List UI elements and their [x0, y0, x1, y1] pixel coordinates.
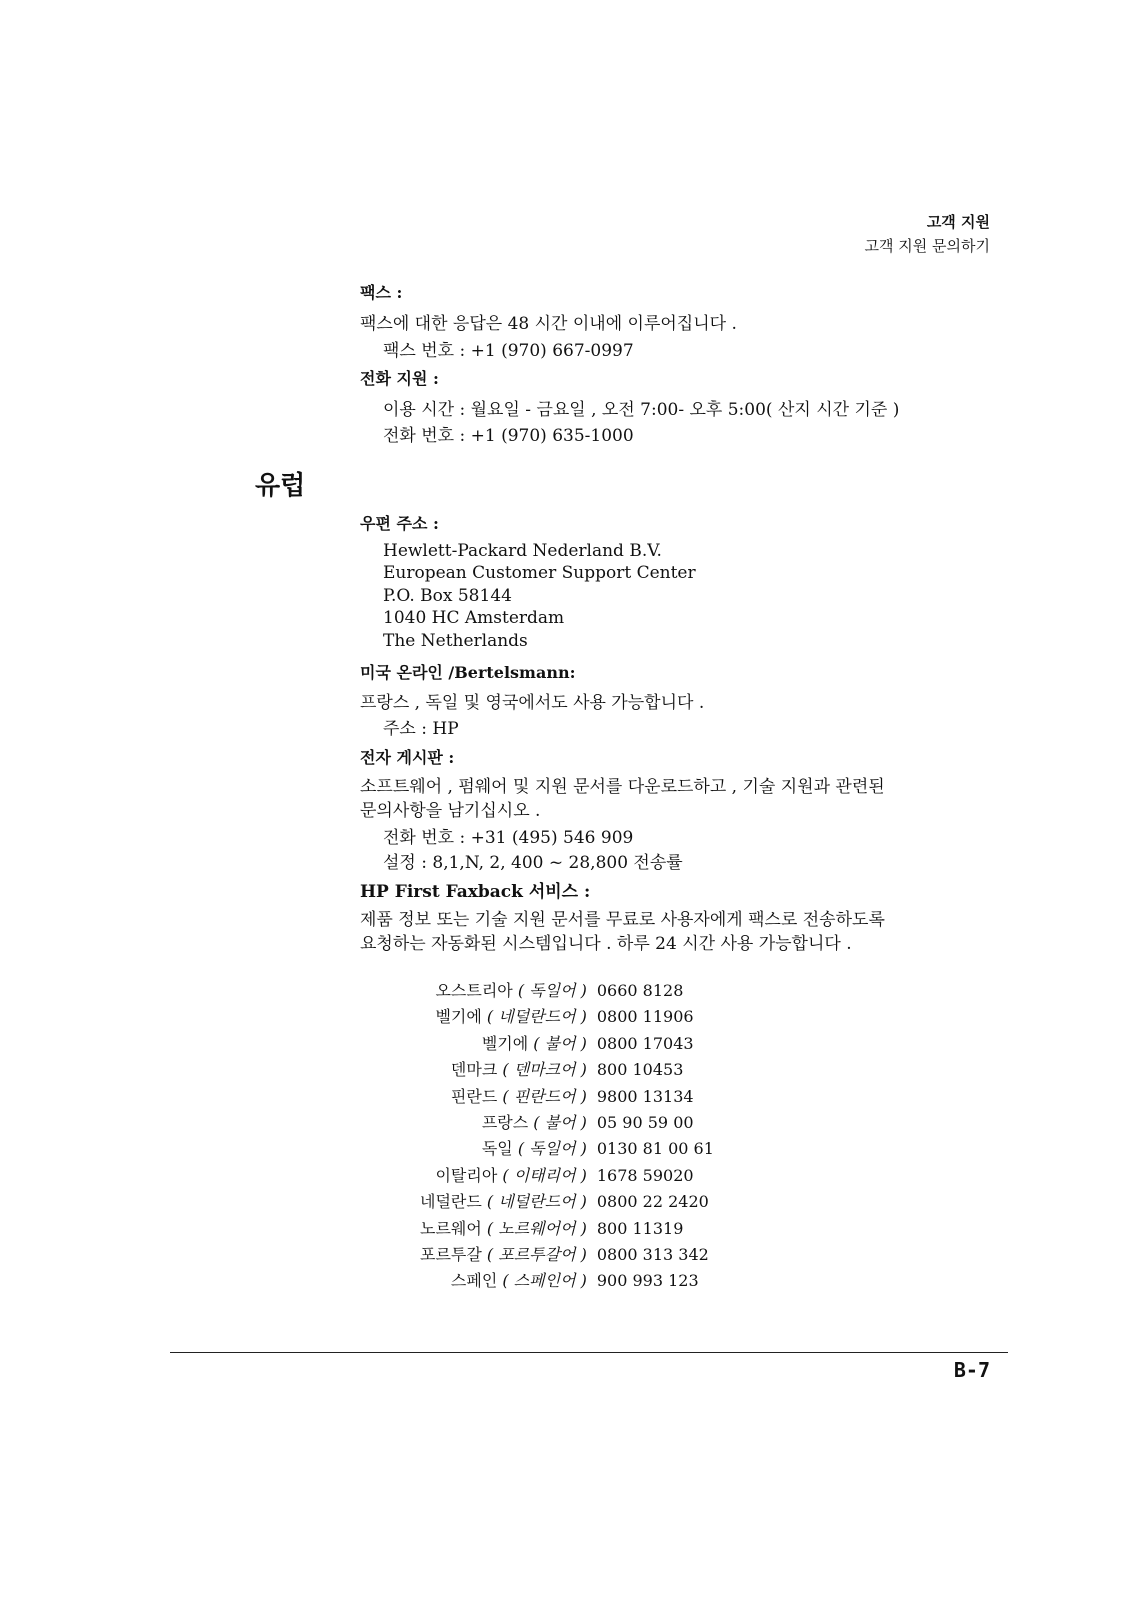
country-cell	[420, 1216, 587, 1242]
country-cell	[420, 1189, 587, 1215]
fax-heading: 팩스 :	[360, 283, 403, 302]
language-name: ( 스페인어 )	[502, 1271, 587, 1291]
fax-number-cell: 1678 59020	[596, 1165, 694, 1185]
country-name: 벨기에	[435, 1007, 482, 1027]
fax-number-cell: 9800 13134	[596, 1086, 694, 1106]
fax-number: 팩스 번호 : +1 (970) 667-0997	[383, 341, 634, 361]
language-name: ( 이태리어 )	[502, 1165, 587, 1185]
country-name: 이탈리아	[435, 1165, 498, 1185]
table-row	[420, 1163, 714, 1189]
language-name: ( 불어 )	[533, 1033, 587, 1053]
language-name: ( 노르웨어어 )	[486, 1218, 587, 1238]
region-title: 유럽	[255, 471, 306, 501]
table-row	[420, 978, 714, 1004]
language-name: ( 덴마크어 )	[502, 1060, 587, 1080]
table-row	[420, 1216, 714, 1242]
address-line: The Netherlands	[383, 631, 528, 651]
country-cell	[420, 1242, 587, 1268]
faxback-number-table	[420, 978, 714, 1295]
bbs-description-line2: 문의사항을 남기십시오 .	[360, 801, 541, 821]
faxback-description-line1: 제품 정보 또는 기술 지원 문서를 무료로 사용자에게 팩스로 전송하도록	[360, 910, 885, 930]
language-name: ( 포르투갈어 )	[486, 1245, 587, 1265]
country-name: 벨기에	[481, 1033, 529, 1053]
table-row	[420, 1268, 714, 1294]
fax-description: 팩스에 대한 응답은 48 시간 이내에 이루어집니다 .	[360, 314, 737, 334]
country-cell	[420, 978, 587, 1004]
address-line: European Customer Support Center	[383, 563, 696, 583]
phone-number: 전화 번호 : +1 (970) 635-1000	[383, 426, 634, 446]
fax-number-cell: 0800 313 342	[596, 1245, 709, 1265]
country-cell	[420, 1004, 587, 1030]
running-header-title: 고객 지원	[926, 213, 990, 231]
country-cell	[420, 1163, 587, 1189]
country-name: 포르투갈	[420, 1245, 482, 1265]
footer-divider	[170, 1352, 1008, 1353]
mail-heading: 우편 주소 :	[360, 514, 439, 533]
country-name: 노르웨어	[420, 1218, 482, 1238]
country-cell	[420, 1268, 587, 1294]
bbs-description-line1: 소프트웨어 , 펌웨어 및 지원 문서를 다운로드하고 , 기술 지원과 관련된	[360, 777, 885, 797]
fax-number-cell: 0800 22 2420	[596, 1192, 709, 1212]
country-cell	[420, 1084, 587, 1110]
aol-address: 주소 : HP	[383, 719, 459, 739]
bbs-phone: 전화 번호 : +31 (495) 546 909	[383, 828, 634, 848]
fax-number-cell: 0800 17043	[596, 1033, 694, 1053]
page-number: B-7	[953, 1358, 990, 1382]
country-cell	[420, 1057, 587, 1083]
country-name: 오스트리아	[435, 981, 513, 1000]
country-cell	[420, 1136, 587, 1162]
aol-heading: 미국 온라인 /Bertelsmann:	[360, 663, 576, 682]
country-name: 스페인	[450, 1271, 498, 1291]
language-name: ( 네덜란드어 )	[486, 1007, 587, 1027]
fax-number-cell: 05 90 59 00	[596, 1113, 694, 1133]
country-name: 프랑스	[481, 1113, 529, 1133]
table-row	[420, 1136, 714, 1162]
phone-hours: 이용 시간 : 월요일 - 금요일 , 오전 7:00- 오후 5:00( 산지 시간 기준 )	[383, 400, 900, 420]
language-name: ( 독일어 )	[517, 1139, 587, 1159]
language-name: ( 핀란드어 )	[502, 1086, 587, 1106]
fax-number-cell: 900 993 123	[596, 1271, 699, 1291]
address-line: P.O. Box 58144	[383, 586, 512, 606]
country-cell	[420, 1031, 587, 1057]
table-row	[420, 1084, 714, 1110]
table-row	[420, 1031, 714, 1057]
faxback-heading: HP First Faxback 서비스 :	[360, 882, 591, 902]
table-row	[420, 1004, 714, 1030]
table-row	[420, 1110, 714, 1136]
language-name: ( 네덜란드어 )	[486, 1192, 587, 1212]
country-name: 덴마크	[450, 1060, 498, 1080]
country-name: 독일	[481, 1139, 513, 1159]
address-line: 1040 HC Amsterdam	[383, 608, 565, 628]
bbs-heading: 전자 게시판 :	[360, 748, 455, 767]
language-name: ( 불어 )	[533, 1113, 587, 1133]
aol-description: 프랑스 , 독일 및 영국에서도 사용 가능합니다 .	[360, 693, 705, 713]
fax-number-cell: 0800 11906	[596, 1007, 694, 1027]
running-header-subtitle: 고객 지원 문의하기	[864, 237, 990, 255]
table-row	[420, 1057, 714, 1083]
fax-number-cell: 800 11319	[596, 1218, 684, 1238]
country-name: 네덜란드	[420, 1192, 482, 1212]
address-line: Hewlett-Packard Nederland B.V.	[383, 541, 662, 561]
fax-number-cell: 800 10453	[596, 1060, 684, 1080]
country-name: 핀란드	[450, 1086, 498, 1106]
language-name: ( 독일어 )	[517, 981, 587, 1000]
faxback-description-line2: 요청하는 자동화된 시스템입니다 . 하루 24 시간 사용 가능합니다 .	[360, 934, 852, 954]
country-cell	[420, 1110, 587, 1136]
table-row	[420, 1189, 714, 1215]
fax-number-cell: 0130 81 00 61	[596, 1139, 714, 1159]
fax-number-cell: 0660 8128	[596, 981, 684, 1000]
table-row	[420, 1242, 714, 1268]
phone-heading: 전화 지원 :	[360, 369, 439, 388]
bbs-settings: 설정 : 8,1,N, 2, 400 ~ 28,800 전송률	[383, 853, 683, 873]
